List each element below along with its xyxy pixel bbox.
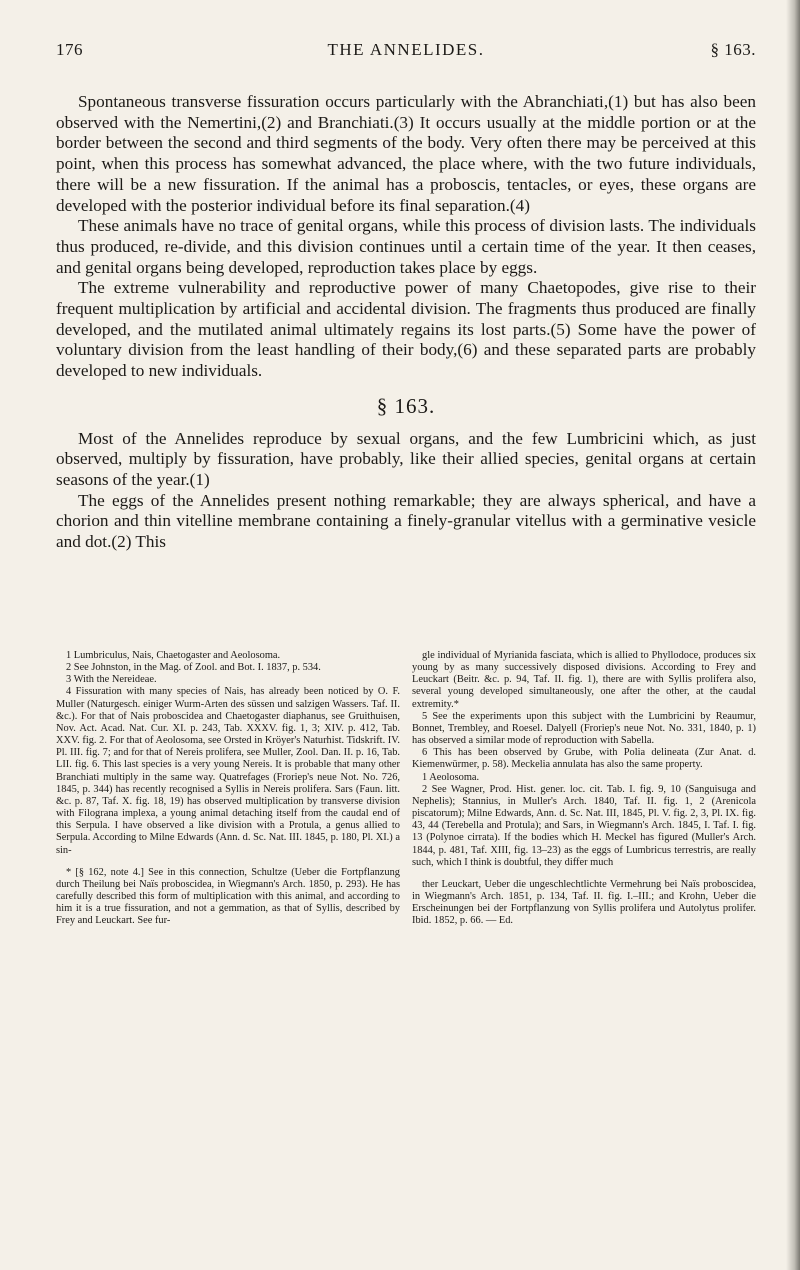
page-number: 176 xyxy=(56,40,83,59)
paragraph: Most of the Annelides reproduce by sexual organs, and the few Lumbricini which, as just observed, multiply by fissuration, have probably, like their allied species, genital organs at certain seasons of the year.(1) xyxy=(56,428,756,489)
paragraph: Spontaneous transverse fissuration occurs particularly with the Abranchiati,(1) but has also been observed with the Nemertini,(2) and Branchiati.(3) It occurs usually at the middle portion or at the border between the second and third segments of the body. Very often there may be perceived at this point, when this process has somewhat advanced, the place where, with the two future individuals, there will be a new fissuration. If the animal has a proboscis, tentacles, or eyes, these organs are developed with the posterior individual before its final separation.(4) xyxy=(56,92,756,215)
footnotes xyxy=(56,650,756,927)
editor-note: * [§ 162, note 4.] See in this connection, Schultze (Ueber die Fortpflanzung durch Theilung bei Naïs proboscidea, in Wiegmann's Arch. 1850, p. 293). He has carefully described this form of multiplication with this animal, and according to him it is a true fissuration, and not a gemmation, as that of Syllis, described by Frey and Leuckart. See fur- xyxy=(56,866,400,927)
footnote: 4 Fissuration with many species of Nais, has already been noticed by O. F. Muller (Naturgesch. einiger Wurm-Arten des süssen und salzigen Wassers. Taf. II. &c.). For that of Nais proboscidea and Chaetogaster diaphanus, see Gruithuisen, Nov. Act. Acad. Nat. Cur. XI. p. 243, Tab. XXXV. fig. 1, 3; XIV. p. 412, Tab. XXV. fig. 2. For that of Aeolosoma, see Orsted in Kröyer's Naturhist. Tidskrift. IV. Pl. III. fig. 7; and for that of Nereis prolifera, see Muller, Zool. Dan. II. p. 16, Tab. LII. fig. 6. This last species is a very young Nereis. It is probable that many other Branchiati multiply in the same way. Quatrefages (Froriep's neue Not. No. 726, 1845, p. 344) has recently recognised a Syllis in Nereis prolifera. Sars (Faun. litt. &c. p. 87, Taf. X. fig. 18, 19) has observed multiplication by transverse division with Filograna implexa, a young animal detaching itself from the caudal end of this Serpula. I have observed a like division with a Protula, a genus allied to Serpula. According to Milne Edwards (Ann. d. Sc. Nat. III. 1845, p. 180, Pl. XI.) a sin- xyxy=(56,686,400,856)
book-page xyxy=(56,0,756,1270)
footnote: 1 Aeolosoma. xyxy=(422,771,480,783)
paragraph: The eggs of the Annelides present nothing remarkable; they are always spherical, and have a chorion and thin vitelline membrane containing a finely-granular vitellus with a germinative vesicle and dot.(2) This xyxy=(56,490,756,552)
footnote: gle individual of Myrianida fasciata, which is allied to Phyllodoce, produces six young by as many successively disposed divisions. According to Frey and Leuckart (Beitr. &c. p. 94, Taf. II. fig. 1), there are with Syllis prolifera also, several young developed simultaneously, one after the other, at the caudal extremity.* xyxy=(412,650,756,710)
editor-note: ther Leuckart, Ueber die ungeschlechtlichte Vermehrung bei Naïs proboscidea, in Wiegmann's Arch. 1851, p. 134, Taf. II. fig. I.–III.; and Krohn, Ueber die Erscheinungen bei der Fortpflanzung von Syllis prolifera und Autolytus prolifer. Ibid. 1852, p. 66. — Ed. xyxy=(412,878,756,927)
footnote: 3 With the Nereideae. xyxy=(66,674,157,686)
footnote: 2 See Wagner, Prod. Hist. gener. loc. cit. Tab. I. fig. 9, 10 (Sanguisuga and Nephelis); Stannius, in Muller's Arch. 1840, Taf. II. fig. 1, 2 (Arenicola piscatorum); Milne Edwards, Ann. d. Sc. Nat. III, 1845, Pl. V. fig. 2, 3, Pl. IX. fig. 43, 44 (Terebella and Protula); and Sars, in Wiegmann's Arch. 1845, I. Taf. I. fig. 13 (Polynoe cirrata). If the bodies which H. Meckel has figured (Muller's Arch. 1844, p. 481, Taf. XIII, fig. 13–23) as the eggs of Lumbricus terrestris, are really such, which I think is doubtful, they differ much xyxy=(412,783,756,868)
running-header xyxy=(56,40,756,64)
footnotes-right-column xyxy=(412,650,756,927)
footnote: 6 This has been observed by Grube, with Polia delineata (Zur Anat. d. Kiemenwürmer, p. 58). Meckelia annulata has also the same property. xyxy=(412,747,756,771)
section-number: § 163. xyxy=(710,40,756,59)
footnote: 1 Lumbriculus, Nais, Chaetogaster and Aeolosoma. xyxy=(66,650,281,661)
page-edge-shadow xyxy=(786,0,800,1270)
footnote: 2 See Johnston, in the Mag. of Zool. and Bot. I. 1837, p. 534. xyxy=(66,662,321,674)
main-text xyxy=(56,92,756,553)
running-title: THE ANNELIDES. xyxy=(327,40,485,59)
paragraph: The extreme vulnerability and reproductive power of many Chaetopodes, give rise to their frequent multiplication by artificial and accidental division. The fragments thus produced are finally developed, and the mutilated animal ultimately regains its lost parts.(5) Some have the power of voluntary division from the least handling of their body,(6) and these separated parts are probably developed to new individuals. xyxy=(56,278,756,381)
footnote: 5 See the experiments upon this subject with the Lumbricini by Reaumur, Bonnet, Trembley, and Roesel. Dalyell (Froriep's neue Not. No. 331, 1840, p. 1) has observed a similar mode of reproduction with Sabella. xyxy=(412,710,756,747)
paragraph: These animals have no trace of genital organs, while this process of division lasts. The individuals thus produced, re-divide, and this division continues until a certain time of the year. It then ceases, and genital organs being developed, reproduction takes place by eggs. xyxy=(56,216,756,277)
section-heading: § 163. xyxy=(376,393,436,418)
footnotes-left-column xyxy=(56,650,400,927)
